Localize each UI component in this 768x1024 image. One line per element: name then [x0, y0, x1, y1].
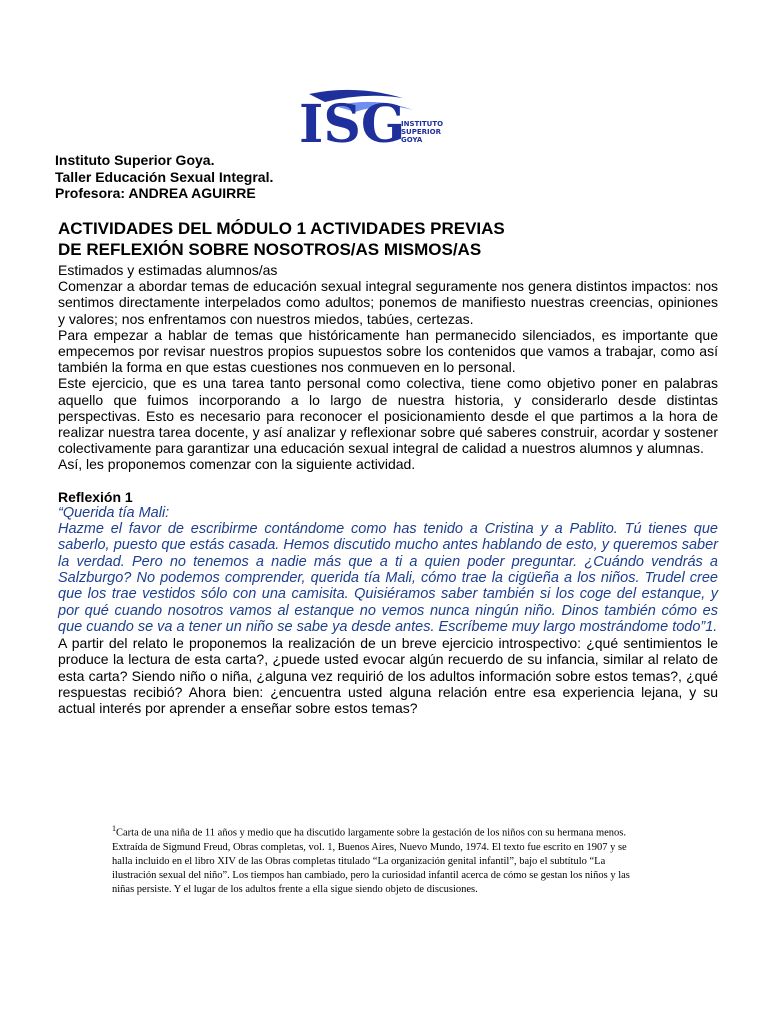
paragraph: Este ejercicio, que es una tarea tanto personal como colectiva, tiene como objetivo poner en palabras aquello que fuimos incorporando a lo largo de nuestra historia, y considerarlo desde distintas perspectivas. Esto es necesario para reconocer el posicionamiento desde el que partimos a la hora de realizar nuestra tarea docente, y así analizar y reflexionar sobre qué saberes construir, acordar y sostener colectivamente para garantizar una educación sexual integral de calidad a nuestros alumnos y alumnas. [58, 375, 718, 457]
paragraph: Así, les proponemos comenzar con la siguiente actividad. [58, 456, 416, 473]
isg-logo-icon [295, 88, 444, 155]
paragraph: Comenzar a abordar temas de educación sexual integral seguramente nos genera distintos impactos: nos sentimos directamente interpelados como adultos; ponemos de manifiesto nuestras creencias, opiniones y valores; nos enfrentamos con nuestros miedos, tabúes, certezas. [58, 278, 718, 327]
svg-text:GOYA: GOYA [401, 136, 423, 144]
footnote-text: Carta de una niña de 11 años y medio que ha discutido largamente sobre la gestación de los niños con su hermana menos. Extraída de Sigmund Freud, Obras completas, vol. 1, Buenos Aires, Nuevo Mundo, 1974. El texto fue escrito en 1907 y se halla incluido en el libro XIV de las Obras completas titulado “La organización genital infantil”, bajo el subtítulo “La ilustración sexual del niño”. Los tiempos han cambiado, pero la curiosidad infantil acerca de cómo se gestan los niños y las niñas persiste. Y el lugar de los adultos frente a ella sigue siendo objeto de discusiones. [112, 827, 630, 896]
workshop-name: Taller Educación Sexual Integral. [55, 168, 274, 185]
title-line-2: DE REFLEXIÓN SOBRE NOSOTROS/AS MISMOS/AS [58, 240, 482, 259]
institution-name: Instituto Superior Goya. [55, 152, 215, 168]
teacher-name: Profesora: ANDREA AGUIRRE [55, 185, 256, 201]
footnote-number: 1 [112, 824, 116, 833]
letter-salutation: “Querida tía Mali: [58, 504, 170, 521]
page-title [58, 218, 718, 260]
institute-logo [295, 88, 444, 155]
svg-text:ISG: ISG [299, 94, 406, 155]
title-line-1: ACTIVIDADES DEL MÓDULO 1 ACTIVIDADES PREVIAS [58, 219, 505, 238]
letter-text: Hazme el favor de escribirme contándome como has tenido a Cristina y a Pablito. Tú tienes que saberlo, puesto que estás casada. Hemos discutido mucho antes hablando de esto, y queremos saber la verdad. Pero no tenemos a nadie más que a ti a quien poder preguntar. ¿Cuándo vendrás a Salzburgo? No podemos comprender, querida tía Mali, cómo trae la cigüeña a los niños. Trudel cree que los trae vestidos sólo con una camisita. Quisiéramos saber también si los coge del estanque, y por qué cuando nosotros vamos al estanque no vemos nunca ningún niño. Dinos también cómo es que cuando se va a tener un niño se sabe ya desde antes. Escríbeme muy largo mostrándome todo”1. [58, 521, 718, 635]
paragraph: Para empezar a hablar de temas que históricamente han permanecido silenciados, es importante que empecemos por revisar nuestros propios supuestos sobre los contenidos que vamos a trabajar, como así también la forma en que estas cuestiones nos conmueven en lo personal. [58, 326, 718, 376]
reflection-prompt: A partir del relato le proponemos la realización de un breve ejercicio introspectivo: ¿qué sentimientos le produce la lectura de esta carta?, ¿puede usted evocar algún recuerdo de su infancia, similar al relato de esta carta? Siendo niño o niña, ¿alguna vez requirió de los adultos información sobre estos temas?, ¿qué respuestas recibió? Ahora bien: ¿encuentra usted alguna relación entre esa experiencia lejana, y su actual interés por aprender a enseñar sobre estos temas? [58, 635, 718, 717]
section-heading: Reflexión 1 [58, 488, 133, 505]
svg-text:SUPERIOR: SUPERIOR [401, 128, 441, 136]
svg-text:INSTITUTO: INSTITUTO [401, 120, 444, 128]
document-header [55, 152, 655, 202]
footnote [112, 822, 632, 898]
greeting: Estimados y estimadas alumnos/as [58, 262, 278, 278]
document-body [58, 262, 718, 716]
